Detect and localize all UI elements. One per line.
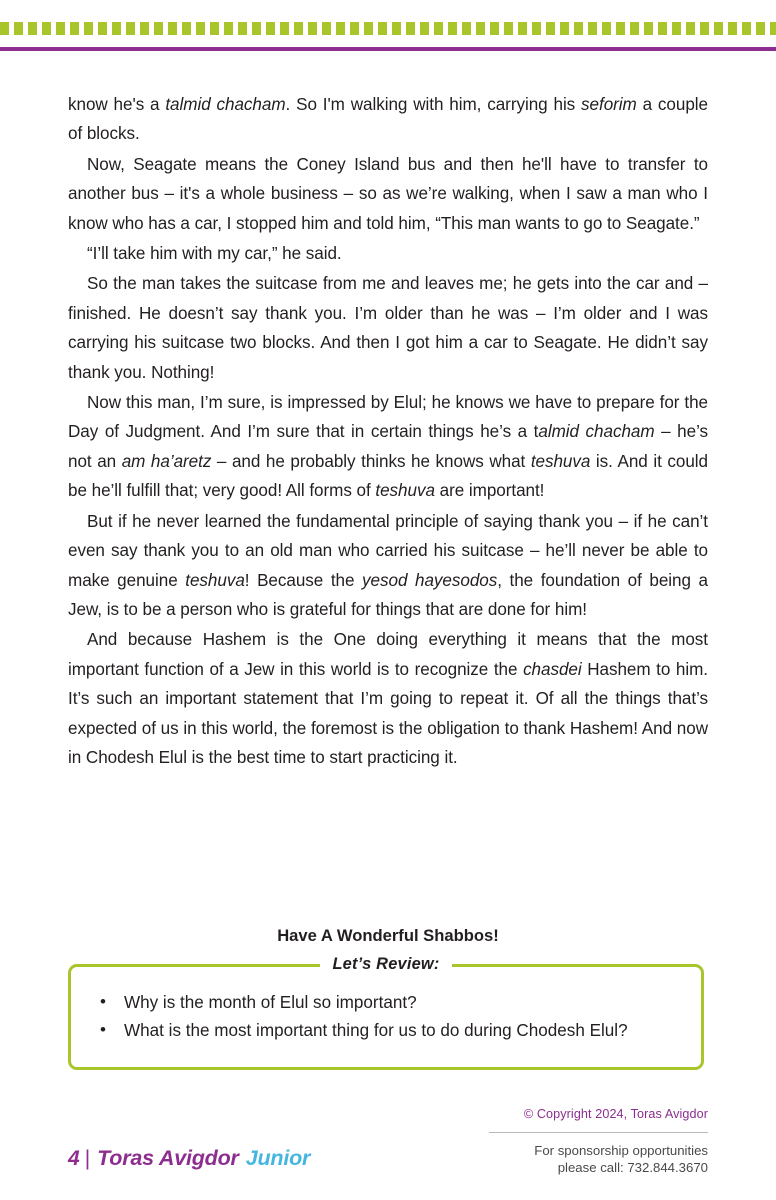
article-body bbox=[68, 90, 708, 773]
top-dashed-decoration bbox=[0, 22, 776, 35]
paragraph: Now, Seagate means the Coney Island bus and then he'll have to transfer to another bus – it's a whole business – so as we’re walking, when I saw a man who I know who has a car, I stopped him and told him, “This man wants to go to Seagate.” bbox=[68, 154, 708, 233]
paragraph: know he's a talmid chacham. So I'm walking with him, carrying his seforim a couple of blocks. bbox=[68, 95, 708, 144]
paragraph: “I’ll take him with my car,” he said. bbox=[87, 244, 342, 264]
paragraph: So the man takes the suitcase from me and leaves me; he gets into the car and – finished. He doesn’t say thank you. I’m older than he was – I’m older and I was carrying his suitcase two blocks. And then I got him a car to Seagate. He didn’t say thank you. Nothing! bbox=[68, 274, 708, 382]
closing-line: Have A Wonderful Shabbos! bbox=[277, 926, 499, 945]
page-number: 4 bbox=[68, 1147, 80, 1170]
review-title: Let’s Review: bbox=[320, 955, 451, 974]
top-purple-rule bbox=[0, 47, 776, 51]
sponsorship-line-1: For sponsorship opportunities bbox=[534, 1143, 708, 1158]
brand-subtitle: Junior bbox=[245, 1146, 311, 1170]
paragraph: Now this man, I’m sure, is impressed by Elul; he knows we have to prepare for the Day of Judgment. And I’m sure that in certain things he’s a talmid chacham – he’s not an am ha’aretz – and he probably thinks he knows what teshuva is. And it could be he’ll fulfill that; very good! All forms of teshuva are important! bbox=[68, 393, 709, 501]
paragraph: But if he never learned the fundamental principle of saying thank you – if he can’t even say thank you to an old man who carried his suitcase – he’ll never be able to make genuine teshuva! Because the yesod hayesodos, the foundation of being a Jew, is to be a person who is grateful for things that are done for him! bbox=[68, 511, 708, 619]
copyright-text: © Copyright 2024, Toras Avigdor bbox=[523, 1107, 708, 1121]
footer-divider bbox=[489, 1132, 708, 1133]
sponsorship-info bbox=[0, 1142, 708, 1176]
list-item: • Why is the month of Elul so important? bbox=[92, 989, 692, 1017]
list-item: • What is the most important thing for us to do during Chodesh Elul? bbox=[92, 1017, 692, 1045]
review-question-list bbox=[92, 989, 692, 1045]
brand-name: Toras Avigdor bbox=[97, 1146, 239, 1170]
sponsorship-line-2: please call: 732.844.3670 bbox=[557, 1160, 708, 1175]
paragraph: And because Hashem is the One doing everything it means that the most important function of a Jew in this world is to recognize the chasdei Hashem to him. It’s such an important statement that I’m going to repeat it. Of all the things that’s expected of us in this world, the foremost is the obligation to thank Hashem! And now in Chodesh Elul is the best time to start practicing it. bbox=[68, 630, 708, 767]
page-separator: | bbox=[84, 1147, 91, 1170]
